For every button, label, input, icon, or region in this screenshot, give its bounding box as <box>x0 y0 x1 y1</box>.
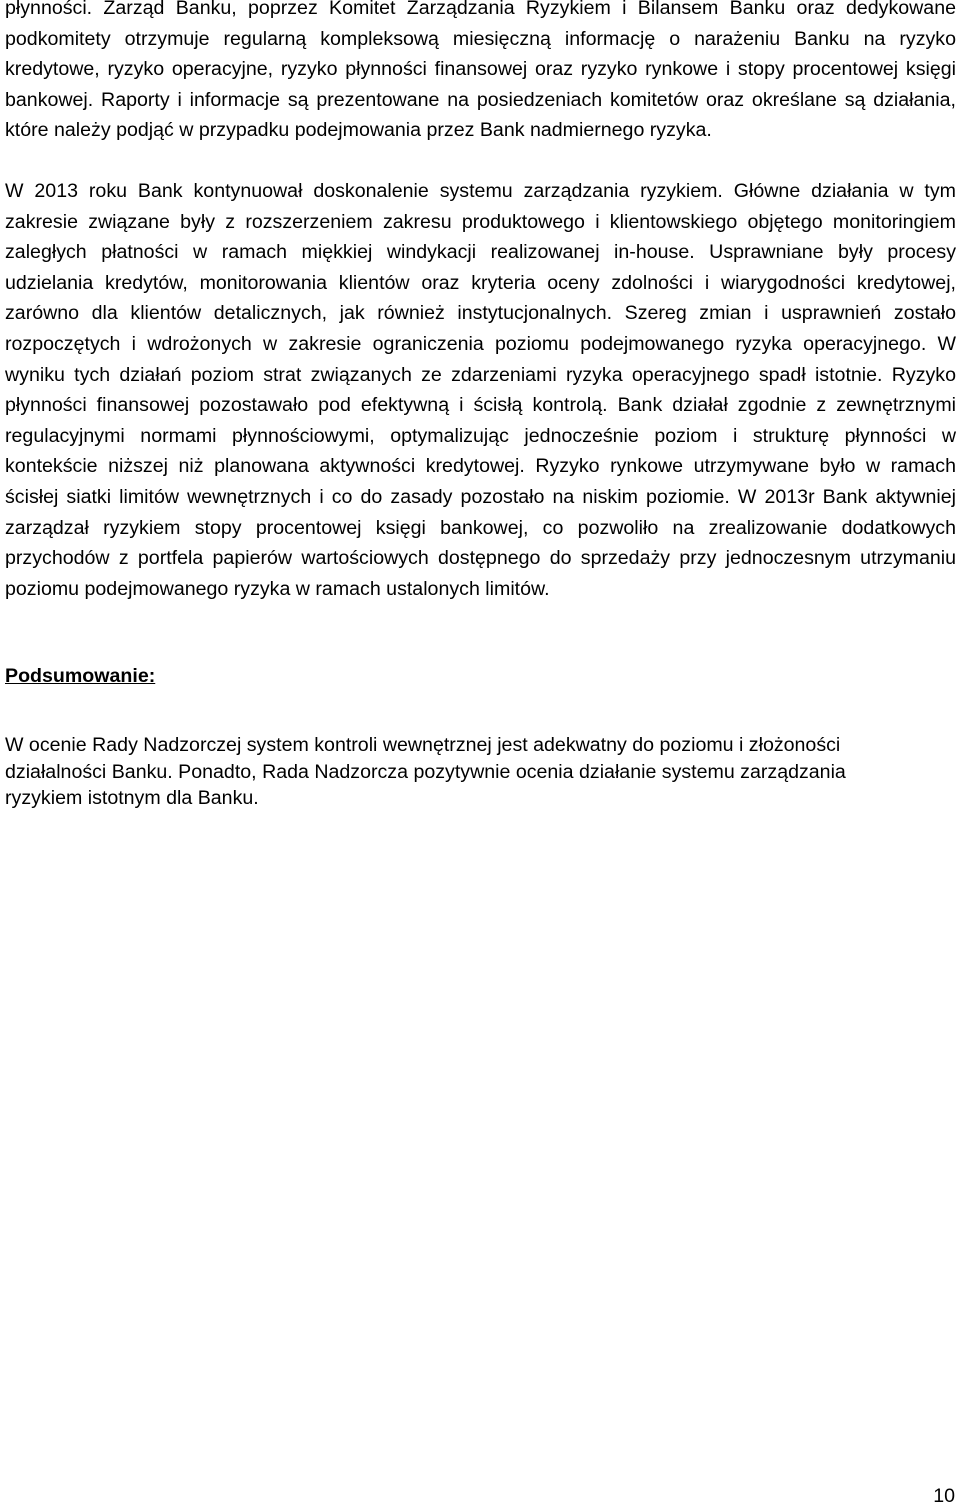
paragraph-risk-reporting: płynności. Zarząd Banku, poprzez Komitet Zarządzania Ryzykiem i Bilansem Banku oraz dedykowane podkomitety otrzymuje regularną kompleksową miesięczną informację o narażeniu Banku na ryzyko kredytowe, ryzyko operacyjne, ryzyko płynności finansowej oraz ryzyko rynkowe i stopy procentowej księgi bankowej. Raporty i informacje są prezentowane na posiedzeniach komitetów oraz określane są działania, które należy podjąć w przypadku podejmowania przez Bank nadmiernego ryzyka. <box>5 0 956 142</box>
page-number: 10 <box>933 1485 955 1507</box>
summary-heading: Podsumowanie: <box>5 665 156 688</box>
summary-paragraph: W ocenie Rady Nadzorczej system kontroli wewnętrznej jest adekwatny do poziomu i złożoności działalności Banku. Ponadto, Rada Nadzorcza pozytywnie ocenia działanie systemu zarządzania ryzykiem istotnym dla Banku. <box>5 734 846 810</box>
paragraph-risk-management-2013: W 2013 roku Bank kontynuował doskonalenie systemu zarządzania ryzykiem. Główne działania w tym zakresie związane były z rozszerzeniem zakresu produktowego i klientowskiego objętego monitoringiem zaległych płatności w ramach miękkiej windykacji realizowanej in-house. Usprawniane były procesy udzielania kredytów, monitorowania klientów oraz kryteria oceny zdolności i wiarygodności kredytowej, zarówno dla klientów detalicznych, jak również instytucjonalnych. Szereg zmian i usprawnień zostało rozpoczętych i wdrożonych w zakresie ograniczenia poziomu podejmowanego ryzyka operacyjnego. W wyniku tych działań poziom strat związanych ze zdarzeniami ryzyka operacyjnego spadł istotnie. Ryzyko płynności finansowej pozostawało pod efektywną i ścisłą kontrolą. Bank działał zgodnie z zewnętrznymi regulacyjnymi normami płynnościowymi, optymalizując jednocześnie poziom i strukturę płynności w kontekście niższej niż planowana aktywności kredytowej. Ryzyko rynkowe utrzymywane było w ramach ścisłej siatki limitów wewnętrznych i co do zasady pozostało na niskim poziomie. W 2013r Bank aktywniej zarządzał ryzykiem stopy procentowej księgi bankowej, co pozwoliło na zrealizowanie dodatkowych przychodów z portfela papierów wartościowych dostępnego do sprzedaży przy jednoczesnym utrzymaniu poziomu podejmowanego ryzyka w ramach ustalonych limitów. <box>5 179 956 600</box>
document-page <box>5 0 956 812</box>
